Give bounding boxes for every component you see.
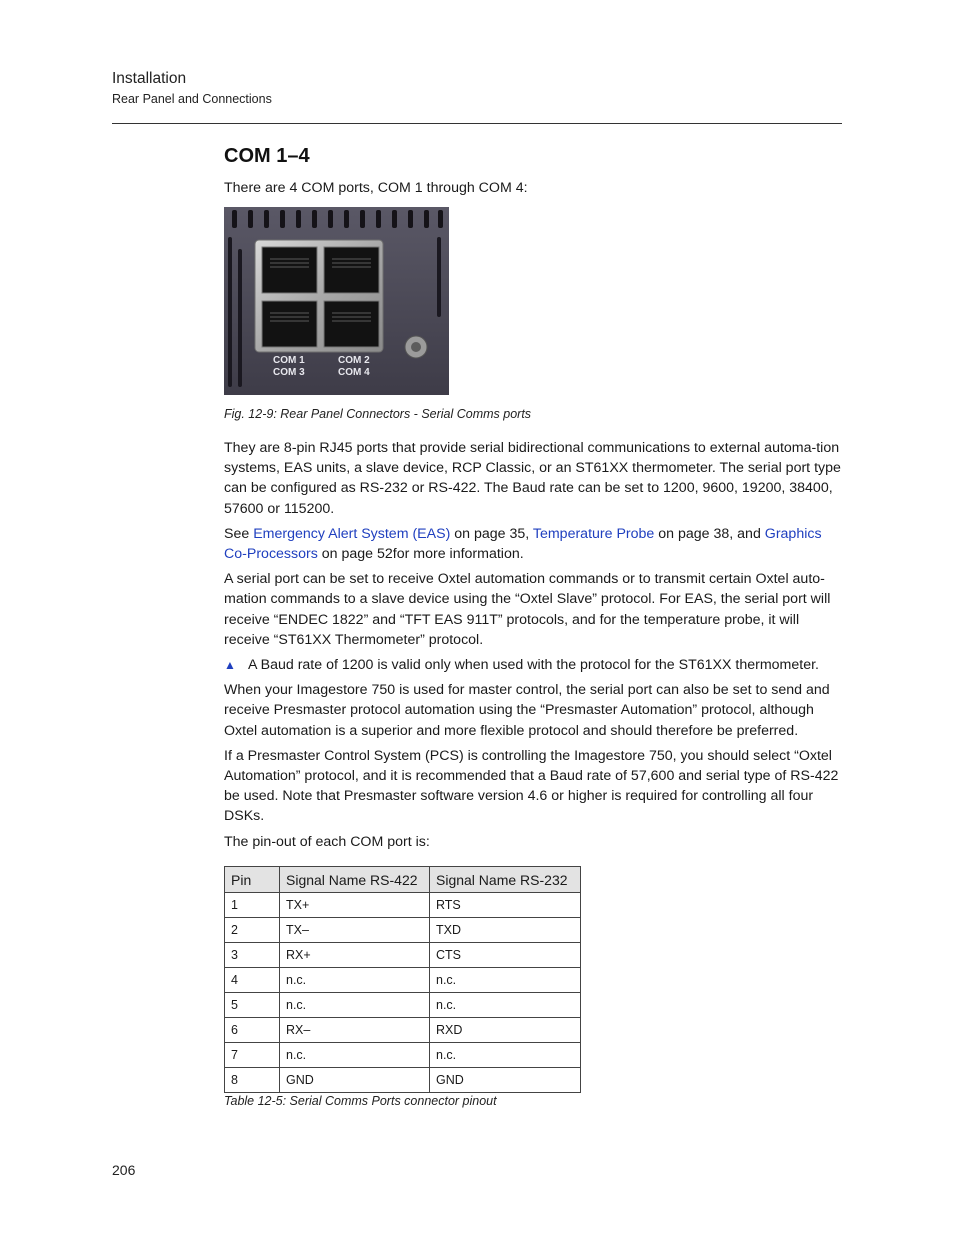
table-row bbox=[225, 1043, 581, 1068]
table-row bbox=[225, 893, 581, 918]
table-row bbox=[225, 1068, 581, 1093]
table-row bbox=[225, 968, 581, 993]
table-row bbox=[225, 993, 581, 1018]
cell-pin: 6 bbox=[225, 1018, 280, 1043]
cell-rs422: n.c. bbox=[280, 993, 430, 1018]
cell-pin: 5 bbox=[225, 993, 280, 1018]
see-mid1: on page 35, bbox=[450, 525, 533, 542]
section-intro bbox=[224, 142, 842, 198]
paragraph-pcs: If a Presmaster Control System (PCS) is controlling the Imagestore 750, you should select “Oxtel Automation” protocol, and it is recommended that a Baud rate of 57,600 and serial type of RS-422 be used. Note that Presmaster software version 4.6 or higher is required for controlling all four DSKs. bbox=[224, 747, 839, 825]
table-row bbox=[225, 918, 581, 943]
paragraph-see-also bbox=[224, 524, 842, 564]
cell-rs232: n.c. bbox=[430, 968, 581, 993]
page-number: 206 bbox=[112, 1162, 136, 1178]
paragraph-presmaster: When your Imagestore 750 is used for master control, the serial port can also be set to send and receive Presmaster protocol automation using the “Presmaster Automation” protocol, although Oxtel automation is a superior and more flexible protocol and should therefore be preferred. bbox=[224, 682, 830, 739]
label-com2: COM 2 bbox=[338, 355, 370, 366]
table-header-row bbox=[225, 867, 581, 893]
cell-pin: 2 bbox=[225, 918, 280, 943]
see-mid2: on page 38, and bbox=[654, 525, 765, 542]
com-ports-photo bbox=[224, 207, 449, 395]
note-triangle-icon: ▲ bbox=[224, 658, 236, 673]
intro-text: There are 4 COM ports, COM 1 through COM 4: bbox=[224, 180, 528, 196]
header-pin: Pin bbox=[225, 867, 280, 893]
label-com3: COM 3 bbox=[273, 367, 305, 378]
header-rs232: Signal Name RS-232 bbox=[430, 867, 581, 893]
cell-rs232: GND bbox=[430, 1068, 581, 1093]
cell-rs232: RXD bbox=[430, 1018, 581, 1043]
header-rs422: Signal Name RS-422 bbox=[280, 867, 430, 893]
see-prefix: See bbox=[224, 525, 254, 542]
cell-rs232: RTS bbox=[430, 893, 581, 918]
cell-pin: 4 bbox=[225, 968, 280, 993]
pinout-table bbox=[224, 866, 581, 1093]
note-text: A Baud rate of 1200 is valid only when used with the protocol for the ST61XX thermometer. bbox=[248, 657, 819, 674]
paragraph-rj45: They are 8-pin RJ45 ports that provide serial bidirectional communications to external automa-tion systems, EAS units, a slave device, RCP Classic, or an ST61XX thermometer. The serial port type can be configured as RS-232 or RS-422. The Baud rate can be set to 1200, 9600, 19200, 38400, 57600 or 115200. bbox=[224, 440, 841, 517]
link-eas[interactable]: Emergency Alert System (EAS) bbox=[253, 525, 451, 542]
cell-rs232: n.c. bbox=[430, 993, 581, 1018]
note bbox=[224, 655, 842, 675]
header-rule bbox=[112, 123, 842, 124]
body-text bbox=[224, 438, 842, 857]
see-suffix: on page 52for more information. bbox=[317, 546, 524, 563]
table-row bbox=[225, 1018, 581, 1043]
cell-pin: 3 bbox=[225, 943, 280, 968]
cell-rs232: n.c. bbox=[430, 1043, 581, 1068]
cell-pin: 7 bbox=[225, 1043, 280, 1068]
label-com1: COM 1 bbox=[273, 355, 305, 366]
paragraph-oxtel: A serial port can be set to receive Oxtel automation commands or to transmit certain Oxtel auto-mation commands to a slave device using the “Oxtel Slave” protocol. For EAS, the serial port will receive “ENDEC 1822” and “TFT EAS 911T” protocols, and for the temperature probe, it will receive “ST61XX Thermometer” protocol. bbox=[224, 571, 831, 648]
running-header-section: Installation bbox=[112, 70, 187, 87]
label-com4: COM 4 bbox=[338, 367, 370, 378]
cell-rs422: RX– bbox=[280, 1018, 430, 1043]
paragraph-pinout: The pin-out of each COM port is: bbox=[224, 833, 430, 850]
link-graphics-coprocessors[interactable]: Graphics Co-Processors bbox=[224, 525, 822, 563]
cell-rs232: TXD bbox=[430, 918, 581, 943]
cell-rs422: RX+ bbox=[280, 943, 430, 968]
running-header-subsection: Rear Panel and Connections bbox=[112, 92, 272, 106]
table-row bbox=[225, 943, 581, 968]
cell-pin: 8 bbox=[225, 1068, 280, 1093]
section-heading: COM 1–4 bbox=[224, 145, 310, 167]
cell-rs422: TX– bbox=[280, 918, 430, 943]
cell-rs422: n.c. bbox=[280, 968, 430, 993]
figure-caption: Fig. 12-9: Rear Panel Connectors - Serial Comms ports bbox=[224, 407, 532, 421]
link-temperature-probe[interactable]: Temperature Probe bbox=[532, 525, 655, 542]
cell-rs422: n.c. bbox=[280, 1043, 430, 1068]
cell-rs232: CTS bbox=[430, 943, 581, 968]
cell-rs422: TX+ bbox=[280, 893, 430, 918]
cell-rs422: GND bbox=[280, 1068, 430, 1093]
table-caption: Table 12-5: Serial Comms Ports connector pinout bbox=[224, 1094, 497, 1108]
cell-pin: 1 bbox=[225, 893, 280, 918]
